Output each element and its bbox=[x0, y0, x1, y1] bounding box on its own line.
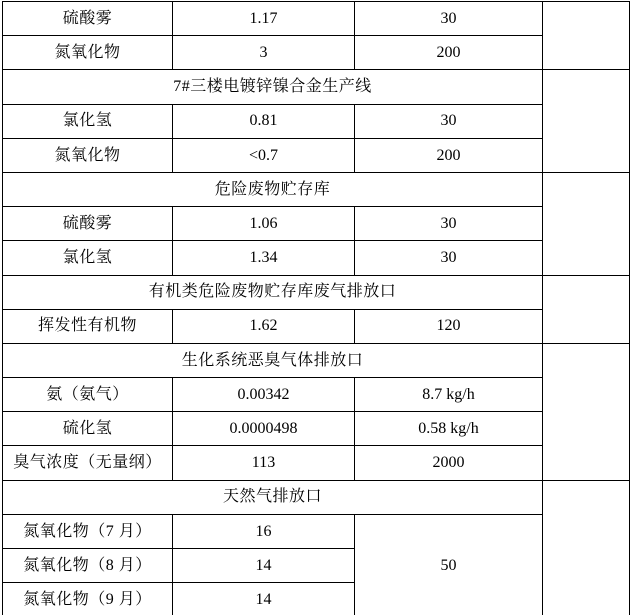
limit-value-cell: 30 bbox=[355, 207, 543, 241]
empty-remark-cell bbox=[543, 2, 630, 70]
measured-value-cell: 113 bbox=[173, 446, 355, 480]
section-header-row bbox=[3, 172, 630, 206]
section-title-cell: 有机类危险废物贮存库废气排放口 bbox=[3, 275, 543, 309]
table-row bbox=[3, 309, 630, 343]
section-header-row bbox=[3, 70, 630, 104]
empty-remark-cell bbox=[543, 343, 630, 480]
section-header-row bbox=[3, 480, 630, 514]
table-row bbox=[3, 2, 630, 36]
table-row bbox=[3, 207, 630, 241]
table-row bbox=[3, 138, 630, 172]
table-row bbox=[3, 378, 630, 412]
limit-value-cell: 30 bbox=[355, 104, 543, 138]
pollutant-name-cell: 硫酸雾 bbox=[3, 2, 173, 36]
pollutant-name-cell: 硫化氢 bbox=[3, 412, 173, 446]
section-header-row bbox=[3, 343, 630, 377]
pollutant-name-cell: 氯化氢 bbox=[3, 104, 173, 138]
limit-value-cell-merged: 50 bbox=[355, 514, 543, 615]
empty-remark-cell bbox=[543, 275, 630, 343]
measured-value-cell: 1.62 bbox=[173, 309, 355, 343]
limit-value-cell: 30 bbox=[355, 241, 543, 275]
limit-value-cell: 200 bbox=[355, 36, 543, 70]
pollutant-name-cell: 氮氧化物 bbox=[3, 138, 173, 172]
limit-value-cell: 30 bbox=[355, 2, 543, 36]
measured-value-cell: 14 bbox=[173, 549, 355, 583]
document-table-viewport bbox=[2, 1, 631, 615]
pollutant-name-cell: 氮氧化物（8 月） bbox=[3, 549, 173, 583]
pollutant-name-cell: 挥发性有机物 bbox=[3, 309, 173, 343]
table-row bbox=[3, 412, 630, 446]
emissions-table bbox=[2, 1, 630, 615]
measured-value-cell: 14 bbox=[173, 583, 355, 615]
limit-value-cell: 8.7 kg/h bbox=[355, 378, 543, 412]
table-row bbox=[3, 36, 630, 70]
section-title-cell: 天然气排放口 bbox=[3, 480, 543, 514]
measured-value-cell: 0.0000498 bbox=[173, 412, 355, 446]
pollutant-name-cell: 氨（氨气） bbox=[3, 378, 173, 412]
pollutant-name-cell: 氮氧化物（9 月） bbox=[3, 583, 173, 615]
empty-remark-cell bbox=[543, 480, 630, 615]
measured-value-cell: 3 bbox=[173, 36, 355, 70]
measured-value-cell: 16 bbox=[173, 514, 355, 548]
measured-value-cell: 0.81 bbox=[173, 104, 355, 138]
section-title-cell: 危险废物贮存库 bbox=[3, 172, 543, 206]
measured-value-cell: 1.06 bbox=[173, 207, 355, 241]
table-row bbox=[3, 241, 630, 275]
empty-remark-cell bbox=[543, 70, 630, 173]
limit-value-cell: 200 bbox=[355, 138, 543, 172]
measured-value-cell: <0.7 bbox=[173, 138, 355, 172]
table-row bbox=[3, 104, 630, 138]
section-header-row bbox=[3, 275, 630, 309]
pollutant-name-cell: 氮氧化物 bbox=[3, 36, 173, 70]
measured-value-cell: 1.34 bbox=[173, 241, 355, 275]
table-row bbox=[3, 514, 630, 548]
pollutant-name-cell: 氮氧化物（7 月） bbox=[3, 514, 173, 548]
limit-value-cell: 0.58 kg/h bbox=[355, 412, 543, 446]
section-title-cell: 生化系统恶臭气体排放口 bbox=[3, 343, 543, 377]
limit-value-cell: 2000 bbox=[355, 446, 543, 480]
measured-value-cell: 1.17 bbox=[173, 2, 355, 36]
measured-value-cell: 0.00342 bbox=[173, 378, 355, 412]
limit-value-cell: 120 bbox=[355, 309, 543, 343]
table-row bbox=[3, 446, 630, 480]
pollutant-name-cell: 臭气浓度（无量纲） bbox=[3, 446, 173, 480]
pollutant-name-cell: 硫酸雾 bbox=[3, 207, 173, 241]
section-title-cell: 7#三楼电镀锌镍合金生产线 bbox=[3, 70, 543, 104]
empty-remark-cell bbox=[543, 172, 630, 275]
pollutant-name-cell: 氯化氢 bbox=[3, 241, 173, 275]
